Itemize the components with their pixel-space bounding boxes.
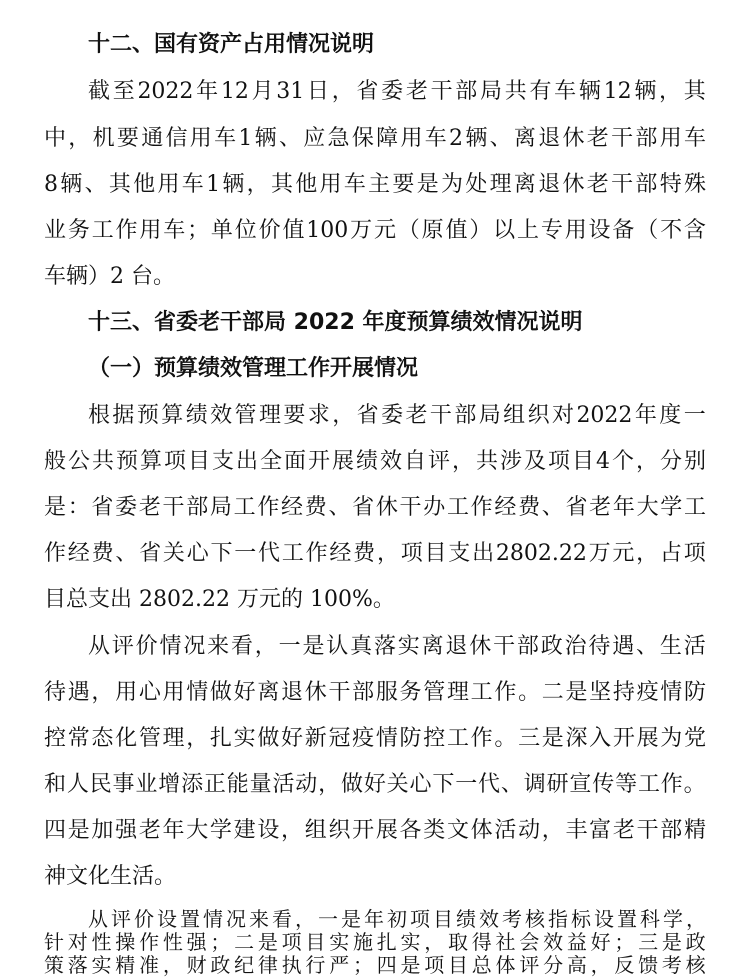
- para-1-line-3: 是 ： 省 委 老 干 部 局 工 作 经 费 、 省 休 干 办 工 作 经 费 、 省 老 年 大 学 工: [44, 495, 706, 520]
- section-12-heading: 十二、国有资产占用情况说明: [88, 32, 375, 57]
- para-1-line-2: 般 公 共 预 算 项 目 支 出 全 面 开 展 绩 效 自 评 ， 共 涉 及 项 目 4 个 ， 分 别: [44, 449, 706, 474]
- para-2-line-5: 四 是 加 强 老 年 大 学 建 设 ， 组 织 开 展 各 类 文 体 活 动 ， 丰 富 老 干 部 精: [44, 818, 706, 843]
- section-12-line-1: 截 至 2022 年 12 月 31 日 ， 省 委 老 干 部 局 共 有 车 辆 12 辆 ， 其: [88, 79, 706, 104]
- para-1-line-1: 根 据 预 算 绩 效 管 理 要 求 ， 省 委 老 干 部 局 组 织 对 2022 年 度 一: [88, 403, 706, 428]
- para-2-line-1: 从 评 价 情 况 来 看 ， 一 是 认 真 落 实 离 退 休 干 部 政 治 待 遇 、 生 活: [88, 634, 706, 659]
- section-12-line-3: 8 辆 、 其 他 用 车 1 辆 ， 其 他 用 车 主 要 是 为 处 理 离 退 休 老 干 部 特 殊: [44, 172, 706, 197]
- para-3-line-1: 从 评 价 设 置 情 况 来 看 ， 一 是 年 初 项 目 绩 效 考 核 指 标 设 置 科 学 ，: [88, 907, 706, 931]
- section-13-heading: 十三、省委老干部局 2022 年度预算绩效情况说明: [88, 310, 583, 335]
- section-12-line-2: 中 ， 机 要 通 信 用 车 1 辆 、 应 急 保 障 用 车 2 辆 、 离 退 休 老 干 部 用 车: [44, 126, 706, 151]
- section-12-line-5: 车辆）2 台。: [44, 264, 175, 289]
- para-2-line-3: 控 常 态 化 管 理 ， 扎 实 做 好 新 冠 疫 情 防 控 工 作 。 三 是 深 入 开 展 为 党: [44, 726, 706, 751]
- para-1-line-5: 目总支出 2802.22 万元的 100%。: [44, 587, 395, 612]
- para-2-line-2: 待 遇 ， 用 心 用 情 做 好 离 退 休 干 部 服 务 管 理 工 作 。 二 是 坚 持 疫 情 防: [44, 680, 706, 705]
- section-12-line-4: 业 务 工 作 用 车 ； 单 位 价 值 100 万 元 （ 原 值 ） 以 上 专 用 设 备 （ 不 含: [44, 218, 706, 243]
- para-1-line-4: 作 经 费 、 省 关 心 下 一 代 工 作 经 费 ， 项 目 支 出 2802.22 万 元 ， 占 项: [44, 541, 706, 566]
- para-3-line-3: 策 落 实 精 准 ， 财 政 纪 律 执 行 严 ； 四 是 项 目 总 体 评 分 高 ， 反 馈 考 核: [44, 953, 706, 977]
- para-2-line-4: 和 人 民 事 业 增 添 正 能 量 活 动 ， 做 好 关 心 下 一 代 、 调 研 宣 传 等 工 作 。: [44, 772, 706, 797]
- para-3-line-2: 针 对 性 操 作 性 强 ； 二 是 项 目 实 施 扎 实 ， 取 得 社 会 效 益 好 ； 三 是 政: [44, 930, 706, 954]
- section-13-subheading: （一）预算绩效管理工作开展情况: [88, 356, 419, 381]
- para-2-line-6: 神文化生活。: [44, 864, 177, 889]
